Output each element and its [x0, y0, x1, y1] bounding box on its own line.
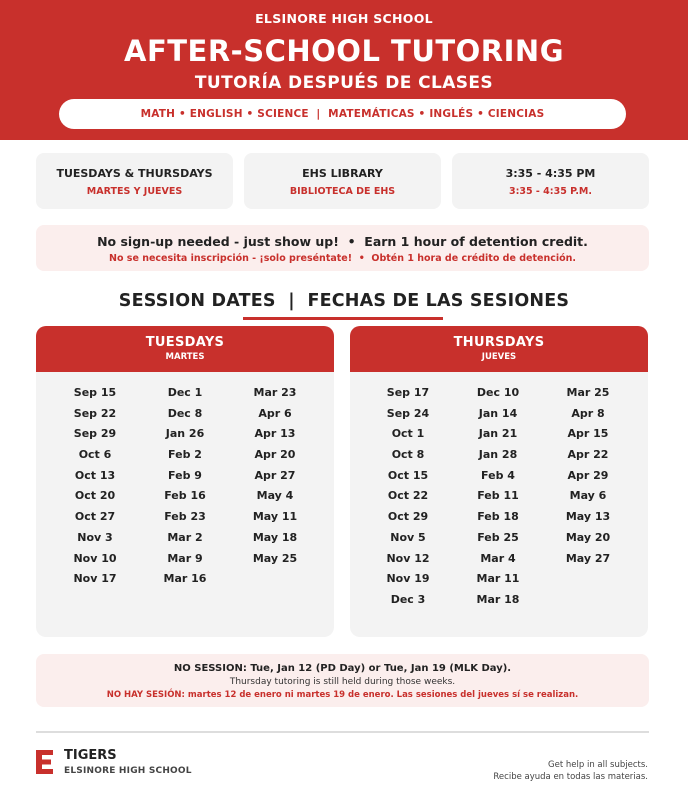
session-date: Jan 26 [165, 427, 205, 441]
session-date: Oct 29 [387, 510, 429, 524]
help-en: Get help in all subjects. [548, 760, 648, 770]
session-date: Sep 24 [386, 406, 430, 420]
no-session-notice [36, 654, 649, 707]
session-date: Sep 22 [73, 406, 117, 420]
session-date: Apr 6 [258, 406, 292, 420]
session-date: Dec 1 [167, 386, 203, 399]
notice-en: No sign-up needed - just show up! • Earn 1 hour of detention credit. [97, 234, 588, 249]
session-date: May 11 [252, 510, 298, 524]
subjects-pill: MATH • ENGLISH • SCIENCE | MATEMÁTICAS • INGLÉS • CIENCIAS [59, 99, 626, 129]
session-date: Sep 29 [73, 427, 117, 441]
session-date: Nov 17 [73, 572, 117, 586]
session-date: Mar 2 [167, 530, 203, 544]
session-date: Oct 13 [74, 468, 116, 482]
info-location [244, 153, 441, 209]
session-date: Oct 1 [391, 427, 425, 441]
no-session-es: NO HAY SESIÓN: martes 12 de enero ni martes 19 de enero. Las sesiones del jueves sí se realizan. [106, 690, 579, 700]
signup-notice [36, 225, 649, 271]
session-date: Apr 20 [254, 448, 296, 462]
page-subtitle: TUTORÍA DESPUÉS DE CLASES [194, 73, 494, 93]
session-date: Oct 15 [387, 468, 429, 482]
thursdays-col-1 [368, 383, 448, 611]
info-time-en: 3:35 - 4:35 PM [505, 167, 596, 180]
session-date: May 6 [569, 489, 607, 503]
footer-help-text [493, 759, 648, 783]
title-underline [243, 317, 443, 320]
info-row [36, 153, 649, 209]
session-date: Apr 22 [567, 448, 609, 462]
session-date: Feb 4 [481, 468, 515, 482]
session-date: May 4 [256, 489, 294, 503]
info-time-es: 3:35 - 4:35 P.M. [508, 186, 592, 197]
session-date: Oct 6 [78, 448, 112, 462]
thursdays-title: THURSDAYS [453, 335, 545, 350]
session-date: Jan 14 [478, 406, 518, 420]
no-session-sub: Thursday tutoring is still held during those weeks. [229, 677, 456, 687]
session-date: Feb 25 [477, 530, 519, 544]
session-date: May 25 [252, 551, 298, 565]
session-date: Nov 19 [386, 572, 430, 586]
session-date: Feb 11 [477, 489, 519, 503]
school-name: ELSINORE HIGH SCHOOL [255, 11, 433, 26]
thursdays-subtitle: JUEVES [481, 352, 517, 362]
session-date: Apr 29 [567, 468, 609, 482]
session-date: Nov 5 [390, 530, 426, 544]
thursdays-panel [350, 326, 648, 637]
session-date: Nov 12 [386, 551, 430, 565]
session-date: Sep 17 [386, 386, 430, 399]
tuesdays-col-2 [145, 383, 225, 590]
session-dates-title: SESSION DATES | FECHAS DE LAS SESIONES [118, 291, 570, 311]
header-banner [0, 0, 688, 140]
session-date: Oct 22 [387, 489, 429, 503]
session-date: Nov 3 [77, 530, 113, 544]
session-date: Apr 15 [567, 427, 609, 441]
session-date: Dec 8 [167, 406, 203, 420]
team-name: TIGERS [64, 748, 117, 763]
footer-divider [36, 731, 649, 733]
session-date: Apr 13 [254, 427, 296, 441]
session-date: Dec 3 [390, 592, 426, 606]
info-days-es: MARTES Y JUEVES [86, 186, 183, 197]
session-date: Mar 23 [253, 386, 297, 399]
tuesdays-col-1 [55, 383, 135, 590]
session-date: Feb 18 [477, 510, 519, 524]
tuesdays-title: TUESDAYS [145, 335, 225, 350]
session-date: Oct 8 [391, 448, 425, 462]
tuesdays-panel [36, 326, 334, 637]
session-date: Feb 2 [168, 448, 202, 462]
letter-e-logo-icon [36, 750, 54, 774]
page-title: AFTER-SCHOOL TUTORING [124, 34, 564, 68]
session-date: Feb 9 [168, 468, 202, 482]
session-date: Oct 27 [74, 510, 116, 524]
session-date: Jan 21 [478, 427, 518, 441]
tuesdays-col-3 [235, 383, 315, 569]
no-session-en: NO SESSION: Tue, Jan 12 (PD Day) or Tue, Jan 19 (MLK Day). [173, 663, 512, 674]
footer-school-name: ELSINORE HIGH SCHOOL [64, 766, 192, 776]
thursdays-col-3 [548, 383, 628, 569]
session-date: Jan 28 [478, 448, 518, 462]
session-date: Apr 8 [571, 406, 605, 420]
session-date: Mar 18 [476, 592, 520, 606]
help-es: Recibe ayuda en todas las materias. [493, 772, 648, 782]
session-date: Feb 23 [164, 510, 206, 524]
notice-es: No se necesita inscripción - ¡solo preséntate! • Obtén 1 hora de crédito de detención. [109, 253, 576, 264]
session-date: Mar 9 [167, 551, 203, 565]
session-date: Oct 20 [74, 489, 116, 503]
session-date: Mar 11 [476, 572, 520, 586]
session-date: Dec 10 [476, 386, 520, 399]
session-date: Mar 4 [480, 551, 516, 565]
thursdays-col-2 [458, 383, 538, 611]
info-days [36, 153, 233, 209]
session-date: Sep 15 [73, 386, 117, 399]
session-date: Mar 16 [163, 572, 207, 586]
tuesdays-header [36, 326, 334, 372]
info-location-es: BIBLIOTECA DE EHS [289, 186, 396, 197]
session-date: Apr 27 [254, 468, 296, 482]
session-date: May 18 [252, 530, 298, 544]
session-date: May 13 [565, 510, 611, 524]
info-time [452, 153, 649, 209]
thursdays-header [350, 326, 648, 372]
session-date: May 20 [565, 530, 611, 544]
session-date: Mar 25 [566, 386, 610, 399]
session-date: Feb 16 [164, 489, 206, 503]
session-date: Nov 10 [73, 551, 117, 565]
info-days-en: TUESDAYS & THURSDAYS [56, 167, 213, 180]
info-location-en: EHS LIBRARY [302, 167, 383, 180]
tuesdays-subtitle: MARTES [165, 352, 205, 362]
session-date: May 27 [565, 551, 611, 565]
